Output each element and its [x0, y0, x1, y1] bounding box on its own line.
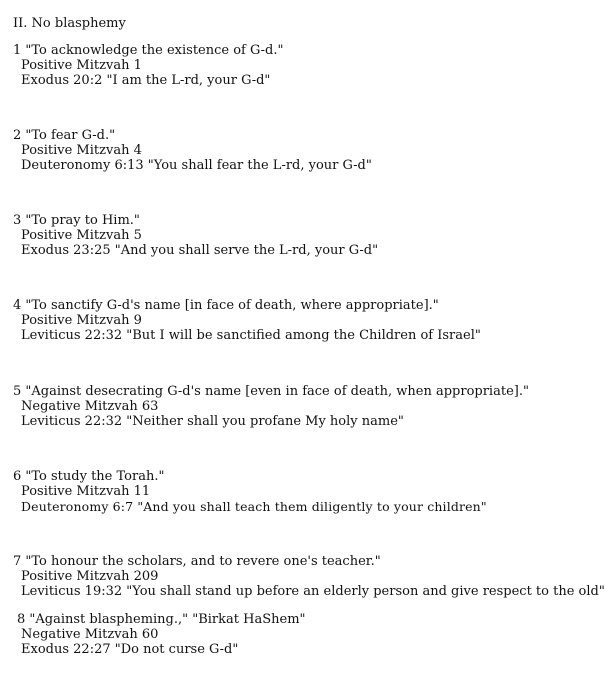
entry-title: 3 "To pray to Him.": [13, 213, 140, 228]
entry-title: 8 "Against blaspheming.," "Birkat HaShem": [17, 612, 306, 627]
entry-title: 1 "To acknowledge the existence of G-d.": [13, 43, 284, 58]
mitzvah-entry-5: [13, 384, 529, 429]
entry-mitzvah-number: Positive Mitzvah 209: [21, 569, 159, 584]
entry-mitzvah-number: Negative Mitzvah 63: [21, 399, 159, 414]
entry-source: Leviticus 19:32 "You shall stand up before an elderly person and give respect to the old": [21, 584, 605, 599]
section-heading: II. No blasphemy: [13, 16, 126, 31]
entry-source: Leviticus 22:32 "Neither shall you profane My holy name": [21, 414, 404, 429]
entry-title: 7 "To honour the scholars, and to revere one's teacher.": [13, 554, 381, 569]
entry-source: Deuteronomy 6:7 "And you shall teach them diligently to your children": [21, 499, 487, 514]
mitzvah-entry-1: [13, 43, 283, 88]
entry-source: Deuteronomy 6:13 "You shall fear the L-rd, your G-d": [21, 158, 372, 173]
entry-mitzvah-number: Positive Mitzvah 11: [21, 484, 151, 499]
mitzvah-entry-4: [13, 298, 481, 343]
entry-mitzvah-number: Positive Mitzvah 4: [21, 143, 142, 158]
mitzvah-entry-6: [13, 469, 487, 514]
entry-source: Exodus 20:2 "I am the L-rd, your G-d": [21, 73, 271, 88]
entry-title: 5 "Against desecrating G-d's name [even in face of death, when appropriate].": [13, 384, 529, 399]
mitzvah-entry-3: [13, 213, 378, 258]
entry-title: 4 "To sanctify G-d's name [in face of death, where appropriate].": [13, 298, 439, 313]
mitzvah-entry-2: [13, 128, 372, 173]
entry-source: Exodus 23:25 "And you shall serve the L-rd, your G-d": [21, 243, 379, 258]
entry-source: Leviticus 22:32 "But I will be sanctified among the Children of Israel": [21, 328, 481, 343]
entry-mitzvah-number: Positive Mitzvah 1: [21, 58, 142, 73]
entry-title: 6 "To study the Torah.": [13, 469, 165, 484]
entry-mitzvah-number: Positive Mitzvah 5: [21, 228, 142, 243]
mitzvah-entry-7: [13, 554, 605, 599]
entry-mitzvah-number: Negative Mitzvah 60: [21, 627, 159, 642]
entry-source: Exodus 22:27 "Do not curse G-d": [21, 642, 239, 657]
entry-title: 2 "To fear G-d.": [13, 128, 116, 143]
entry-mitzvah-number: Positive Mitzvah 9: [21, 313, 142, 328]
mitzvah-entry-8: [17, 612, 306, 657]
